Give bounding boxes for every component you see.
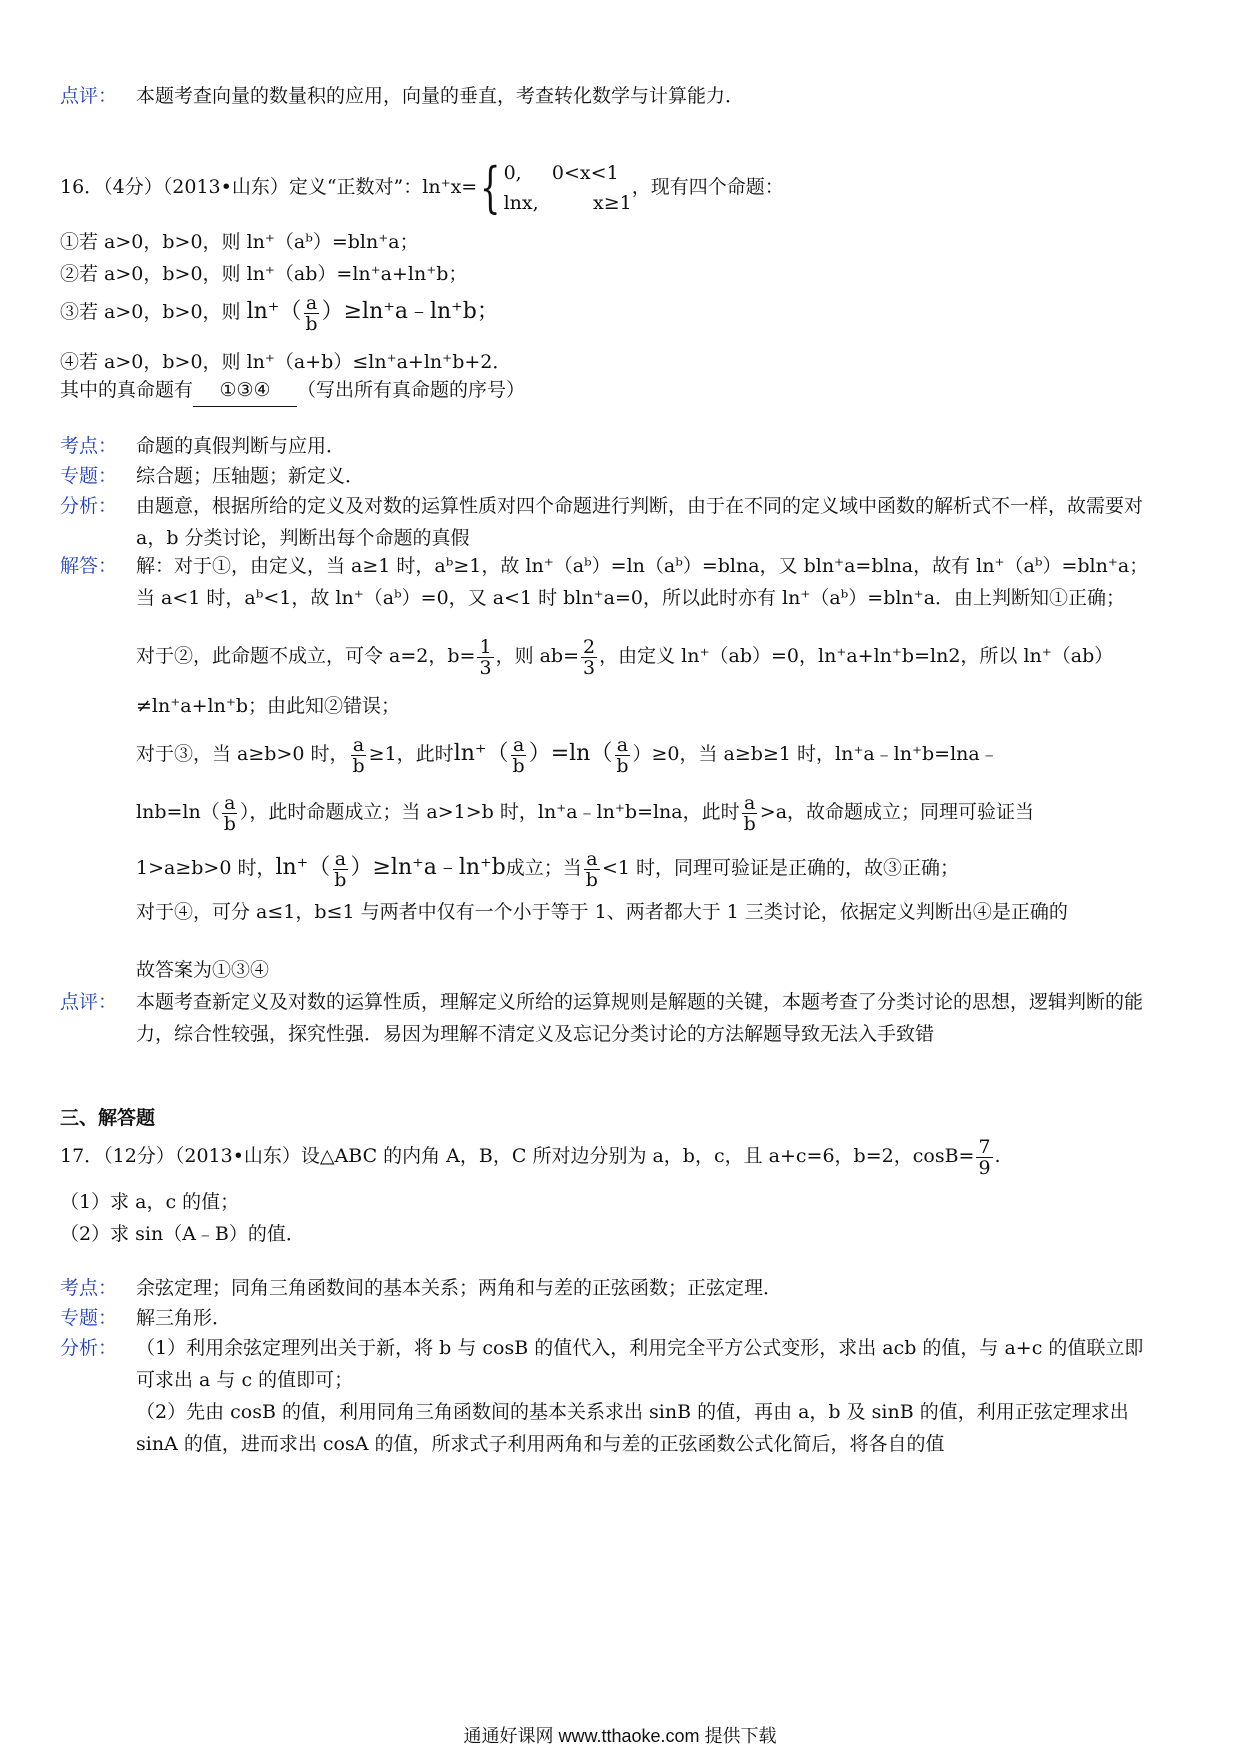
jd3-l3c: ）≥ln⁺a﹣ln⁺b <box>350 855 506 880</box>
kaodian-tag: 考点： <box>60 1277 118 1299</box>
prop-4: ④若 a>0，b>0，则 ln⁺（a+b）≤ln⁺a+ln⁺b+2． <box>60 351 512 373</box>
jd3-e: ）≥0，当 a≥b≥1 时，ln⁺a﹣ln⁺b=lna﹣ <box>632 743 999 765</box>
frac-num: a <box>512 733 525 756</box>
jd3-l3d: 成立；当 <box>505 857 582 879</box>
zhuanti-16 <box>60 460 1160 492</box>
frac-den: b <box>743 812 756 835</box>
frac-num: a <box>744 791 756 814</box>
footer: 通通好课网 www.tthaoke.com 提供下载 <box>463 1726 777 1746</box>
frac-num: 2 <box>583 635 596 658</box>
q16-header <box>60 158 1160 218</box>
zhuanti-tag: 专题： <box>60 1307 118 1329</box>
q17-part1: （1）求 a，c 的值； <box>60 1191 240 1213</box>
jieda-2 <box>136 636 1166 678</box>
frac-a-b <box>511 735 527 776</box>
frac-num: a <box>352 733 365 756</box>
jieda-2-line2: ≠ln⁺a+ln⁺b；由此知②错误； <box>136 695 401 717</box>
fenxi-text-2: （2）先由 cosB 的值，利用同角三角函数间的基本关系求出 sinB 的值，再由 a，b 及 sinB 的值，利用正弦定理求出 sinA 的值，进而求出 cosA 的值，所求式子利用两角和与差的正弦函数公式化简后，将各自的值 <box>136 1401 1129 1455</box>
fill-answer: ①③④ <box>193 374 297 407</box>
brace-icon: { <box>480 156 501 219</box>
frac-den: b <box>585 868 598 891</box>
frac-num: a <box>616 733 629 756</box>
frac-den: b <box>352 754 365 777</box>
cosb-label: cosB= <box>912 1145 975 1167</box>
jieda-text-1: 解：对于①，由定义，当 a≥1 时，aᵇ≥1，故 ln⁺（aᵇ）=ln（aᵇ）=blna，又 bln⁺a=blna，故有 ln⁺（aᵇ）=bln⁺a；当 a<1 时，aᵇ<1，故 ln⁺（aᵇ）=0，又 a<1 时 bln⁺a=0，所以此时亦有 ln⁺（aᵇ）=bln⁺a．由上判断知①正确； <box>136 555 1149 609</box>
kaodian-16 <box>60 430 1160 462</box>
jd3-l2b: ），此时命题成立；当 a>1>b 时，ln⁺a﹣ln⁺b=lna，此时 <box>239 801 740 823</box>
frac-a-over-b <box>303 293 319 334</box>
frac-a-b <box>222 793 238 834</box>
jd3-l3e: <1 时，同理可验证是正确的，故③正确； <box>601 857 959 879</box>
frac-num: a <box>334 847 347 870</box>
frac-den: b <box>334 868 347 891</box>
jd3-l2c: >a，故命题成立；同理可验证当 <box>759 801 1035 823</box>
frac-num: 7 <box>978 1135 991 1158</box>
zhuanti-tag: 专题： <box>60 465 118 487</box>
frac-den: b <box>616 754 629 777</box>
jieda-16 <box>60 550 1160 614</box>
fenxi-text-1: （1）利用余弦定理列出关于新，将 b 与 cosB 的值代入，利用完全平方公式变形，求出 acb 的值，与 a+c 的值联立即可求出 a 与 c 的值即可； <box>136 1337 1144 1391</box>
jieda-3-line2 <box>136 792 1166 834</box>
jd3-d: ）=ln（ <box>528 741 613 766</box>
jd3-a: 对于③，当 a≥b>0 时， <box>136 743 349 765</box>
frac-a-b <box>614 735 630 776</box>
jd2-pre: 对于②，此命题不成立，可令 a=2，b= <box>136 645 476 667</box>
dianping-16 <box>60 986 1160 1050</box>
prop-3-pre: ③若 a>0，b>0，则 <box>60 301 241 323</box>
dianping-text: 本题考查新定义及对数的运算性质，理解定义所给的运算规则是解题的关键，本题考查了分类讨论的思想，逻辑判断的能力，综合性较强，探究性强．易因为理解不清定义及忘记分类讨论的方法解题导致无法入手致错 <box>136 991 1144 1045</box>
fenxi-17 <box>60 1332 1160 1396</box>
fill-pre: 其中的真命题有 <box>60 379 194 401</box>
frac-num: a <box>586 847 598 870</box>
zhuanti-17 <box>60 1302 1160 1334</box>
kaodian-text: 余弦定理；同角三角函数间的基本关系；两角和与差的正弦函数；正弦定理． <box>136 1277 783 1299</box>
comment-tag: 点评： <box>60 85 118 107</box>
jd2-post: ，由定义 ln⁺（ab）=0，ln⁺a+ln⁺b=ln2，所以 ln⁺（ab） <box>599 645 1114 667</box>
piece-2: lnx, x≥1 <box>503 192 632 214</box>
prop-3-ln: ln⁺（ <box>246 299 302 324</box>
prop-2: ②若 a>0，b>0，则 ln⁺（ab）=ln⁺a+ln⁺b； <box>60 263 468 285</box>
prop-3 <box>60 292 1160 334</box>
frac-den: b <box>512 754 525 777</box>
frac-den: 9 <box>978 1156 991 1179</box>
frac-a-b <box>742 793 758 834</box>
zhuanti-text: 解三角形． <box>136 1307 232 1329</box>
fenxi-16 <box>60 490 1160 554</box>
fill-post: （写出所有真命题的序号） <box>297 379 526 401</box>
fill-line <box>60 374 1160 407</box>
jd2-mid: ，则 ab= <box>495 645 580 667</box>
frac-num: 1 <box>479 635 492 658</box>
frac-den: b <box>223 812 236 835</box>
comment-text: 本题考查向量的数量积的应用，向量的垂直，考查转化数学与计算能力． <box>136 85 745 107</box>
jieda-4: 对于④，可分 a≤1，b≤1 与两者中仅有一个小于等于 1、两者都大于 1 三类讨论，依据定义判断出④是正确的 <box>136 901 1068 923</box>
frac-den: 3 <box>583 656 596 679</box>
kaodian-17 <box>60 1272 1160 1304</box>
frac-num: a <box>305 291 318 314</box>
piecewise <box>504 158 632 218</box>
q17-part2: （2）求 sin（A﹣B）的值． <box>60 1223 305 1245</box>
frac-a-b <box>332 849 348 890</box>
frac-a-b <box>584 849 600 890</box>
frac-num: a <box>224 791 236 814</box>
jd3-l3b: ln⁺（ <box>275 855 331 880</box>
kaodian-text: 命题的真假判断与应用． <box>136 435 346 457</box>
jieda-3-line1 <box>136 734 1166 776</box>
jd3-c: ln⁺（ <box>453 741 509 766</box>
frac-1-3 <box>477 637 493 678</box>
dianping-tag: 点评： <box>60 991 118 1013</box>
q17-head: 17．（12分）（2013•山东）设△ABC 的内角 A，B，C 所对边分别为 a，b，c，且 a+c=6，b=2， <box>60 1145 913 1167</box>
jieda-5: 故答案为①③④ <box>136 959 270 981</box>
prop-3-post: ）≥ln⁺a﹣ln⁺b； <box>321 299 499 324</box>
frac-2-3 <box>581 637 597 678</box>
q16-head: 16．（4分）（2013•山东）定义“正数对”：ln⁺x= <box>60 176 478 198</box>
q16-tail: ，现有四个命题： <box>631 176 784 198</box>
zhuanti-text: 综合题；压轴题；新定义． <box>136 465 365 487</box>
section-title: 三、解答题 <box>60 1107 156 1129</box>
frac-a-b <box>351 735 367 776</box>
jd3-l2a: lnb=ln（ <box>136 801 220 823</box>
prop-1: ①若 a>0，b>0，则 ln⁺（aᵇ）=bln⁺a； <box>60 231 419 253</box>
q17-header: 17．（12分）（2013•山东）设△ABC 的内角 A，B，C 所对边分别为 a，b，c，且 a+c=6，b=2，cosB= $\frac{7}{9}$ . <box>60 1135 1001 1179</box>
top-comment <box>60 80 1160 112</box>
frac-den: 3 <box>479 656 492 679</box>
piece-1: 0, 0<x<1 <box>503 162 619 184</box>
fenxi-text: 由题意，根据所给的定义及对数的运算性质对四个命题进行判断，由于在不同的定义域中函数的解析式不一样，故需要对 a，b 分类讨论，判断出每个命题的真假 <box>136 495 1144 549</box>
jieda-tag: 解答： <box>60 555 118 577</box>
jd3-l3a: 1>a≥b>0 时， <box>136 857 276 879</box>
frac-den: b <box>305 312 318 335</box>
fenxi-tag: 分析： <box>60 1337 118 1359</box>
jieda-3-line3 <box>136 848 1166 890</box>
jd3-b: ≥1，此时 <box>368 743 454 765</box>
kaodian-tag: 考点： <box>60 435 118 457</box>
fenxi-tag: 分析： <box>60 495 118 517</box>
frac-7-9 <box>976 1137 992 1178</box>
